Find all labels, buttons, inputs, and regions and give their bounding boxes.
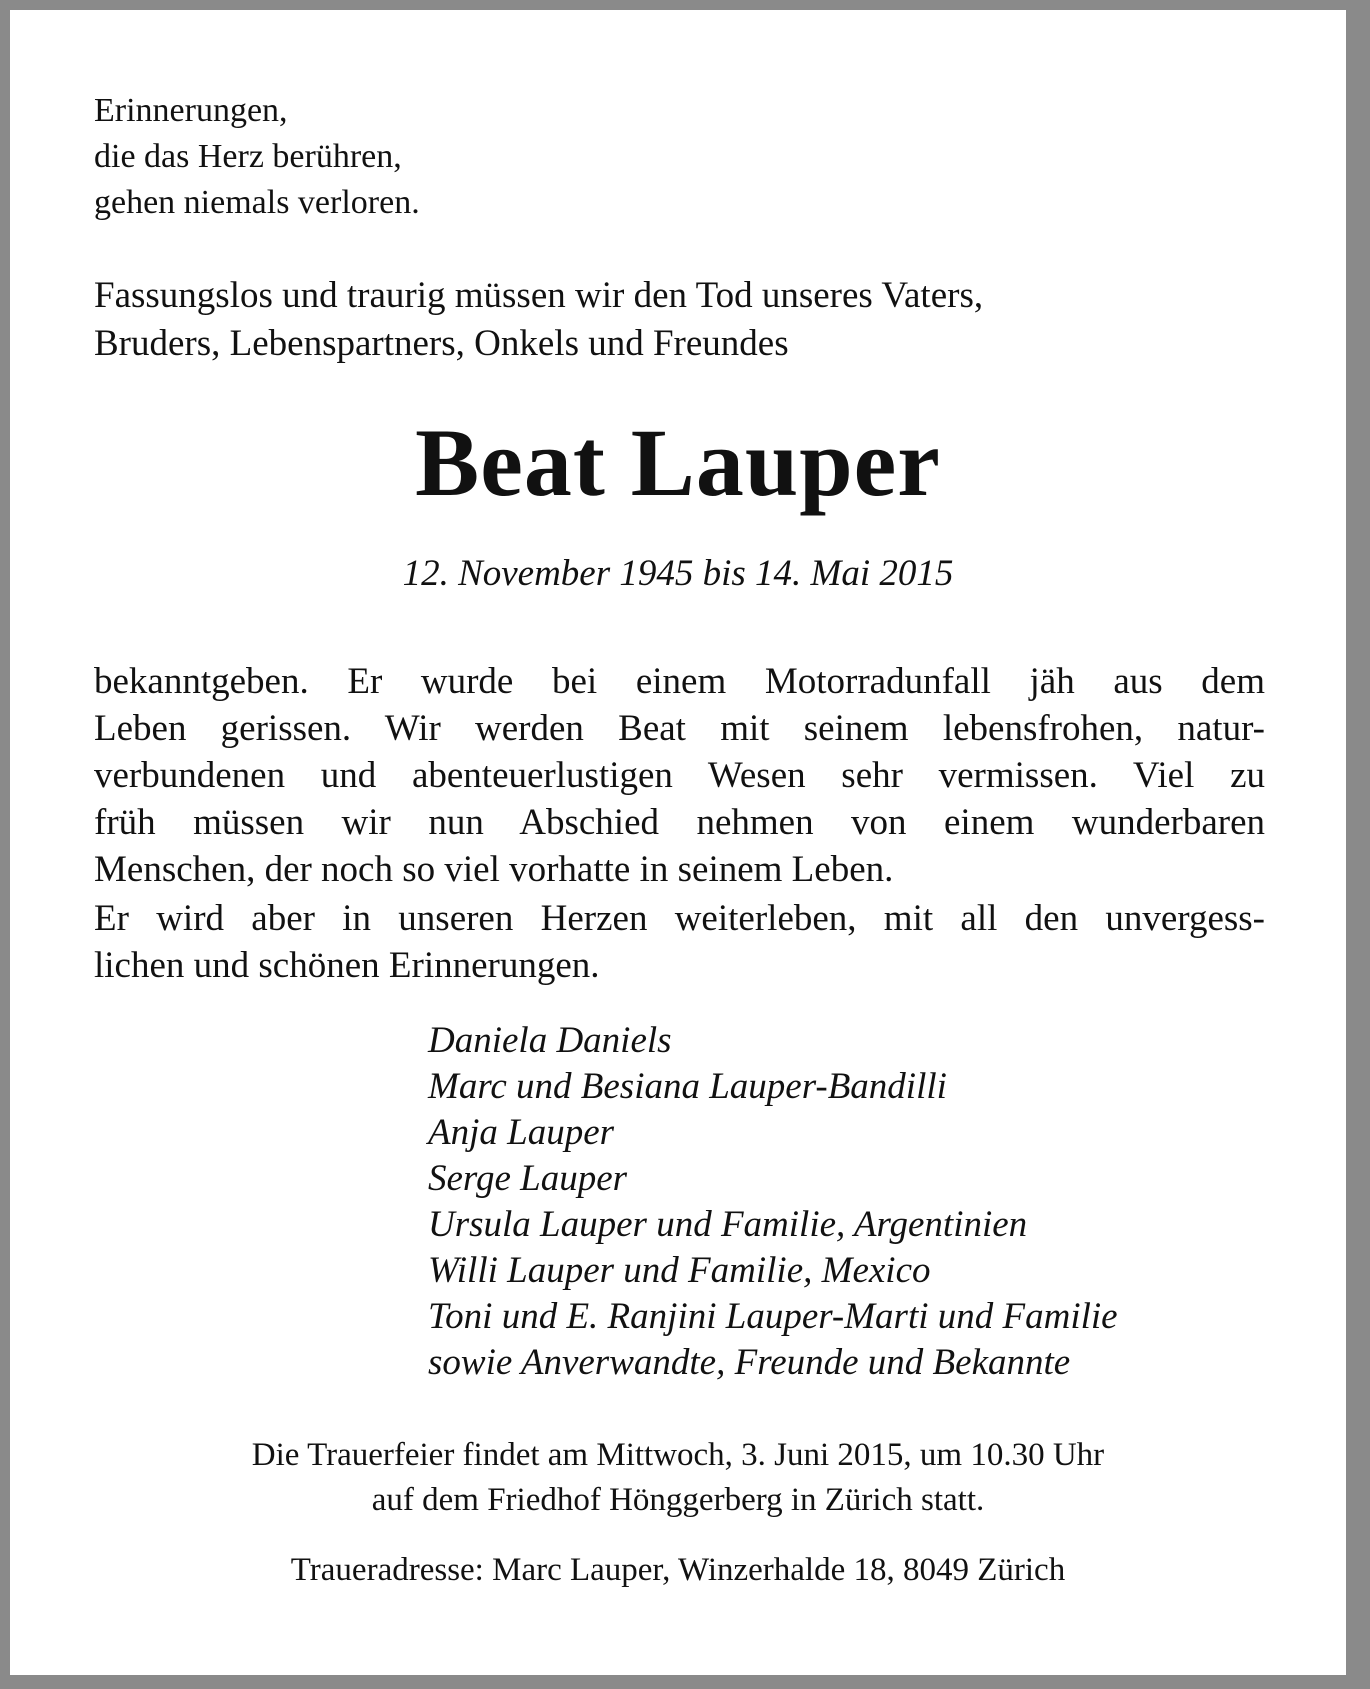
motto-line: Erinnerungen, [94, 92, 288, 129]
motto-verse [94, 88, 420, 226]
intro-text [94, 272, 1294, 368]
body-line: bekanntgeben. Er wurde bei einem Motorradunfall jäh aus dem [94, 661, 1265, 702]
body-line: früh müssen wir nun Abschied nehmen von einem wunderbaren [94, 802, 1265, 843]
service-line: auf dem Friedhof Hönggerberg in Zürich statt. [371, 1482, 985, 1518]
body-line: verbundenen und abenteuerlustigen Wesen sehr vermissen. Viel zu [94, 755, 1265, 796]
signer: Willi Lauper und Familie, Mexico [428, 1250, 931, 1291]
body-line: Leben gerissen. Wir werden Beat mit seinem lebensfrohen, natur- [94, 708, 1265, 749]
body-paragraph-2 [94, 895, 1265, 989]
signer: Toni und E. Ranjini Lauper-Marti und Familie [428, 1296, 1118, 1337]
intro-line: Bruders, Lebenspartners, Onkels und Freundes [94, 323, 789, 364]
signer: Daniela Daniels [428, 1020, 672, 1061]
signer: Ursula Lauper und Familie, Argentinien [428, 1204, 1028, 1245]
body-paragraph-1 [94, 658, 1265, 893]
motto-line: gehen niemals verloren. [94, 184, 420, 221]
body-line: lichen und schönen Erinnerungen. [94, 945, 600, 986]
body-line: Menschen, der noch so viel vorhatte in seinem Leben. [94, 849, 894, 890]
obituary-page [10, 10, 1346, 1675]
signer: Anja Lauper [428, 1112, 615, 1153]
motto-line: die das Herz berühren, [94, 138, 402, 175]
signer: Marc und Besiana Lauper-Bandilli [428, 1066, 947, 1107]
service-line: Die Trauerfeier findet am Mittwoch, 3. Juni 2015, um 10.30 Uhr [251, 1437, 1105, 1473]
signers-list [428, 1018, 1118, 1386]
life-dates: 12. November 1945 bis 14. Mai 2015 [402, 553, 954, 594]
deceased-name: Beat Lauper [415, 409, 941, 516]
funeral-service-info [10, 1433, 1346, 1523]
body-line: Er wird aber in unseren Herzen weiterleben, mit all den unvergess- [94, 898, 1265, 939]
mourning-address: Traueradresse: Marc Lauper, Winzerhalde 18, 8049 Zürich [290, 1552, 1066, 1588]
signer: Serge Lauper [428, 1158, 628, 1199]
intro-line: Fassungslos und traurig müssen wir den Tod unseres Vaters, [94, 275, 984, 316]
signer: sowie Anverwandte, Freunde und Bekannte [428, 1342, 1071, 1383]
